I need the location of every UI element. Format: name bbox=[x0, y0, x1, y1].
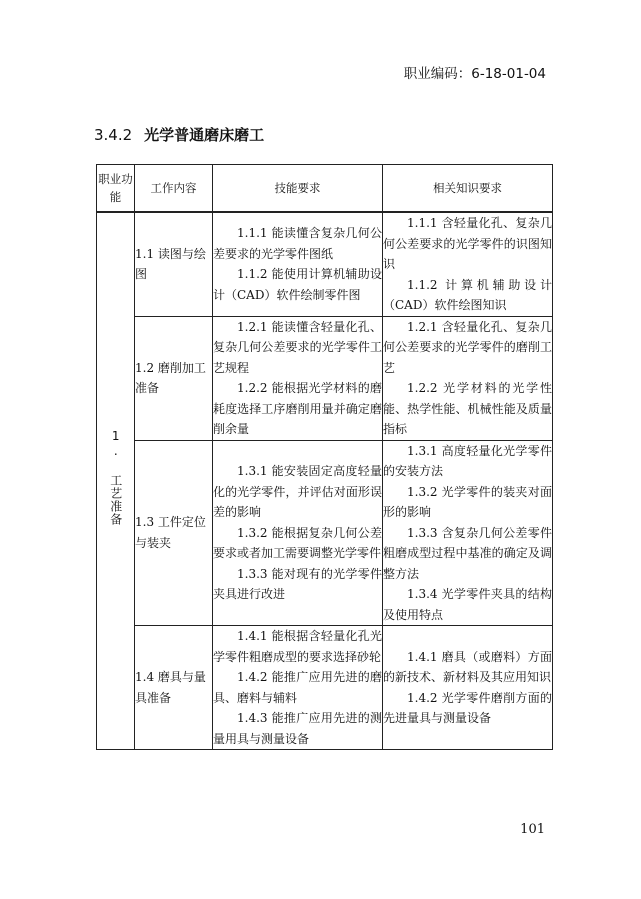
content-cell: 1.4 磨具与量具准备 bbox=[135, 626, 213, 750]
table-row bbox=[97, 626, 553, 750]
page-number: 101 bbox=[520, 822, 545, 837]
skill-item: 1.4.2 能推广应用先进的磨具、磨料与辅料 bbox=[213, 670, 382, 705]
skill-cell bbox=[213, 316, 383, 440]
knowledge-cell bbox=[383, 440, 553, 626]
content-cell: 1.3 工件定位与装夹 bbox=[135, 440, 213, 626]
knowledge-cell bbox=[383, 212, 553, 316]
skill-item: 1.4.1 能根据含轻量化孔光学零件粗磨成型的要求选择砂轮 bbox=[213, 629, 382, 664]
header-knowledge: 相关知识要求 bbox=[383, 165, 553, 213]
knowledge-item: 1.3.1 高度轻量化光学零件的安装方法 bbox=[383, 443, 552, 478]
skill-item: 1.2.1 能读懂含轻量化孔、复杂几何公差要求的光学零件工艺规程 bbox=[213, 319, 382, 375]
skill-item: 1.3.2 能根据复杂几何公差要求或者加工需要调整光学零件 bbox=[213, 525, 382, 560]
table-row bbox=[97, 440, 553, 626]
skill-item: 1.1.2 能使用计算机辅助设计（CAD）软件绘制零件图 bbox=[213, 267, 382, 302]
section-number: 3.4.2 bbox=[94, 126, 133, 144]
knowledge-item: 1.4.1 磨具（或磨料）方面的新技术、新材料及其应用知识 bbox=[383, 649, 552, 684]
knowledge-cell bbox=[383, 316, 553, 440]
knowledge-cell bbox=[383, 626, 553, 750]
knowledge-item: 1.4.2 光学零件磨削方面的先进量具与测量设备 bbox=[383, 690, 552, 725]
function-cell bbox=[97, 212, 135, 750]
skill-standard-table bbox=[96, 164, 553, 750]
knowledge-item: 1.3.3 含复杂几何公差零件粗磨成型过程中基准的确定及调整方法 bbox=[383, 525, 552, 581]
table-body bbox=[97, 212, 553, 750]
table-row bbox=[97, 316, 553, 440]
skill-cell bbox=[213, 212, 383, 316]
skill-item: 1.4.3 能推广应用先进的测量用具与测量设备 bbox=[213, 711, 382, 746]
skill-item: 1.2.2 能根据光学材料的磨耗度选择工序磨削用量并确定磨削余量 bbox=[213, 381, 382, 436]
section-name: 光学普通磨床磨工 bbox=[144, 126, 265, 144]
knowledge-item: 1.1.1 含轻量化孔、复杂几何公差要求的光学零件的识图知识 bbox=[383, 216, 552, 271]
skill-item: 1.3.1 能安装固定高度轻量化的光学零件，并评估对面形误差的影响 bbox=[213, 464, 382, 519]
knowledge-item: 1.2.1 含轻量化孔、复杂几何公差要求的光学零件的磨削工艺 bbox=[383, 319, 552, 375]
content-cell: 1.1 读图与绘图 bbox=[135, 212, 213, 316]
knowledge-item: 1.1.2 计算机辅助设计（CAD）软件绘图知识 bbox=[383, 277, 552, 312]
knowledge-item: 1.3.2 光学零件的装夹对面形的影响 bbox=[383, 484, 552, 519]
section-title bbox=[94, 124, 264, 145]
job-code-header: 职业编码：6-18-01-04 bbox=[403, 66, 546, 82]
header-content: 工作内容 bbox=[135, 165, 213, 213]
table-row bbox=[97, 212, 553, 316]
table-header-row bbox=[97, 165, 553, 213]
function-label: 1. 工艺准备 bbox=[108, 429, 123, 527]
header-function: 职业功能 bbox=[97, 165, 135, 213]
skill-cell bbox=[213, 626, 383, 750]
header-skill: 技能要求 bbox=[213, 165, 383, 213]
skill-item: 1.1.1 能读懂含复杂几何公差要求的光学零件图纸 bbox=[213, 226, 382, 261]
content-cell: 1.2 磨削加工准备 bbox=[135, 316, 213, 440]
knowledge-item: 1.2.2 光学材料的光学性能、热学性能、机械性能及质量指标 bbox=[383, 381, 552, 436]
skill-item: 1.3.3 能对现有的光学零件夹具进行改进 bbox=[213, 566, 382, 601]
knowledge-item: 1.3.4 光学零件夹具的结构及使用特点 bbox=[383, 587, 552, 622]
skill-cell bbox=[213, 440, 383, 626]
